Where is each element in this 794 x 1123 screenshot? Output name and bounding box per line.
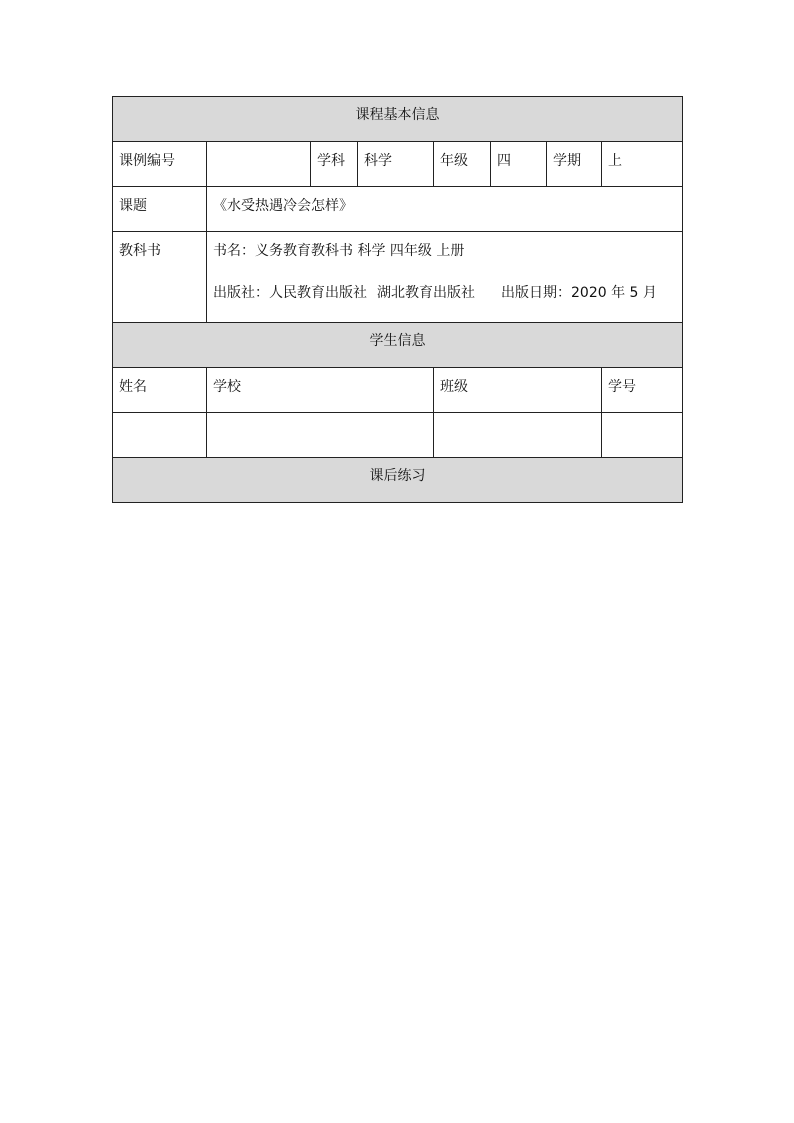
student-no-label: 学号 (602, 368, 683, 413)
topic-value: 《水受热遇冷会怎样》 (207, 187, 683, 232)
school-value (207, 413, 434, 458)
student-info-header: 学生信息 (113, 323, 683, 368)
term-label: 学期 (547, 142, 602, 187)
publisher-label: 出版社： (213, 285, 269, 301)
student-values-row (113, 413, 683, 458)
subject-value: 科学 (358, 142, 434, 187)
exercise-header: 课后练习 (113, 458, 683, 503)
student-labels-row (113, 368, 683, 413)
student-info-header-row (113, 323, 683, 368)
subject-label: 学科 (311, 142, 358, 187)
course-meta-row (113, 142, 683, 187)
course-info-header: 课程基本信息 (113, 97, 683, 142)
topic-row (113, 187, 683, 232)
publisher-2: 湖北教育出版社 (377, 285, 475, 301)
course-info-header-row (113, 97, 683, 142)
publication-date: 出版日期：2020 年 5 月 (501, 285, 657, 301)
class-label: 班级 (434, 368, 602, 413)
textbook-label: 教科书 (113, 232, 207, 323)
book-name: 书名：义务教育教科书 科学 四年级 上册 (213, 243, 465, 259)
publisher-1: 人民教育出版社 (269, 285, 367, 301)
case-id-value (207, 142, 311, 187)
textbook-row (113, 232, 683, 323)
name-value (113, 413, 207, 458)
class-value (434, 413, 602, 458)
topic-label: 课题 (113, 187, 207, 232)
grade-value: 四 (491, 142, 547, 187)
school-label: 学校 (207, 368, 434, 413)
grade-label: 年级 (434, 142, 491, 187)
textbook-details (207, 232, 683, 323)
student-no-value (602, 413, 683, 458)
name-label: 姓名 (113, 368, 207, 413)
case-id-label: 课例编号 (113, 142, 207, 187)
course-info-table (112, 96, 683, 503)
term-value: 上 (602, 142, 683, 187)
publisher-line (213, 282, 676, 302)
exercise-header-row (113, 458, 683, 503)
